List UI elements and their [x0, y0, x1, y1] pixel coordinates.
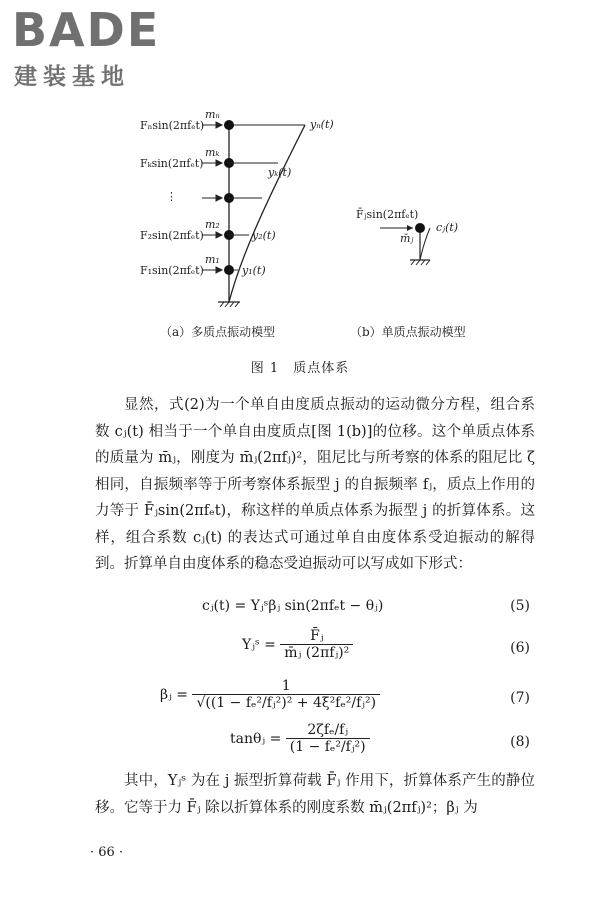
- force-label-dots: ⋮: [166, 190, 177, 203]
- brand-logo: BADE: [12, 3, 161, 57]
- force-label-k: Fₖsin(2πfₑt): [140, 157, 204, 170]
- equation-6: Yⱼˢ = $\frac{\text{F̄ⱼ}}{\text{m̄ⱼ (2πfⱼ)²}}$ (6): [242, 628, 530, 661]
- figure-title: 图 1 质点体系: [250, 361, 350, 376]
- deformed-shape-curve: [229, 125, 305, 302]
- paragraph-2: 其中，Yⱼˢ 为在 j 振型折算荷载 F̄ⱼ 作用下，折算体系产生的静位移。它等于力 F̄ⱼ 除以折算体系的刚度系数 m̄ⱼ(2πfⱼ)²；βⱼ 为: [95, 773, 535, 816]
- resp-label-k: yₖ(t): [268, 166, 292, 179]
- mass-n: [224, 120, 234, 130]
- mass-label-2: m₂: [205, 218, 220, 231]
- figure-single-dof: [356, 208, 458, 265]
- sdof-mass: [415, 223, 425, 233]
- sdof-force-label: F̄ⱼsin(2πfₑt): [356, 208, 419, 221]
- caption-a: （a）多质点振动模型: [160, 325, 276, 339]
- mass-label-n: mₙ: [205, 108, 220, 121]
- resp-label-1: y₁(t): [242, 264, 266, 277]
- page-number: · 66 ·: [90, 845, 124, 860]
- eq8-fraction: $\frac{\text{2ζfₑ/fⱼ}}{\text{(1 − fₑ²/fⱼ²)}}$: [286, 722, 370, 755]
- arrowhead-mid: [216, 195, 222, 201]
- force-label-1: F₁sin(2πfₑt): [140, 264, 204, 277]
- brand-subtitle: 建装基地: [14, 64, 130, 90]
- equation-8: tanθⱼ = $\frac{\text{2ζfₑ/fⱼ}}{\text{(1 − fₑ²/fⱼ²)}}$ (8): [230, 722, 530, 755]
- resp-label-2: y₂(t): [252, 229, 276, 242]
- eq7-fraction: $\frac{1}{\text{√((1 − fₑ²/fⱼ²)² + 4ξ²fₑ²/fⱼ²)}}$: [192, 678, 380, 711]
- force-label-2: F₂sin(2πfₑt): [140, 229, 204, 242]
- arrowhead-2: [216, 232, 222, 238]
- equation-7: βⱼ = $\frac{1}{\text{√((1 − fₑ²/fⱼ²)² + 4ξ²fₑ²/fⱼ²)}}$ (7): [160, 678, 530, 711]
- arrowhead-1: [216, 267, 222, 273]
- sdof-arrowhead: [407, 225, 413, 231]
- figure-multi-dof: [0, 100, 600, 320]
- force-label-n: Fₙsin(2πfₑt): [140, 119, 205, 132]
- arrowhead-k: [216, 160, 222, 166]
- mass-label-k: mₖ: [205, 146, 220, 159]
- sdof-mass-label: m̄ⱼ: [400, 232, 414, 245]
- equation-5: cⱼ(t) = Yⱼˢβⱼ sin(2πfₑt − θⱼ) (5): [202, 598, 530, 614]
- ground-hatch: [220, 302, 239, 307]
- resp-label-n: yₙ(t): [310, 118, 334, 131]
- mass-label-1: m₁: [205, 253, 220, 266]
- arrowhead-n: [216, 122, 222, 128]
- caption-b: （b）单质点振动模型: [350, 325, 466, 339]
- sdof-resp-label: cⱼ(t): [436, 221, 459, 234]
- sdof-deformed: [420, 228, 430, 260]
- paragraph-1: 显然，式(2)为一个单自由度质点振动的运动微分方程，组合系数 cⱼ(t) 相当于一个单自由度质点[图 1(b)]的位移。这个单质点体系的质量为 m̄ⱼ，刚度为 m̄ⱼ(2πfⱼ)²，阻尼比与所考察的体系的阻尼比 ζ 相同，自振频率等于所考察体系振型 j 的自振频率 fⱼ，质点上作用的力等于 F̄ⱼsin(2πfₑt)，称这样的单质点体系为振型 j 的折算体系。这样，组合系数 cⱼ(t) 的表达式可通过单自由度体系受迫振动的解得到。折算单自由度体系的稳态受迫振动可以写成如下形式：: [95, 397, 535, 572]
- eq6-fraction: $\frac{\text{F̄ⱼ}}{\text{m̄ⱼ (2πfⱼ)²}}$: [280, 628, 353, 661]
